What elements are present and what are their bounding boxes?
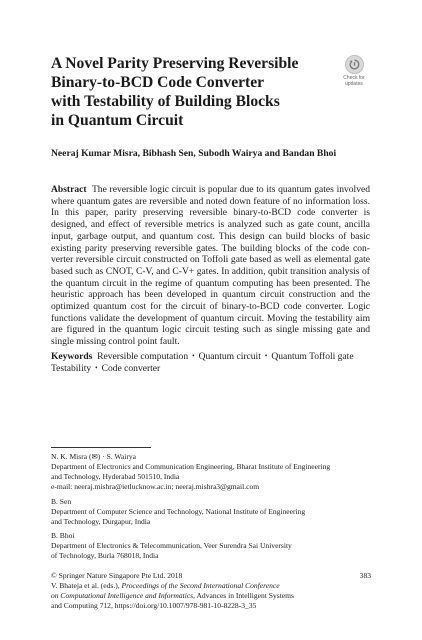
citation-line <box>51 581 351 591</box>
doi-link[interactable]: and Computing 712, https://doi.org/10.1007/978-981-10-8228-3_35 <box>51 600 257 610</box>
affiliation-line: and Technology, Hyderabad 501510, India <box>51 471 180 481</box>
check-for-updates-icon <box>345 55 364 74</box>
title-line: in Quantum Circuit <box>51 112 184 129</box>
title-line: A Novel Parity Preserving Reversible <box>51 55 299 72</box>
affiliation-block <box>51 497 371 527</box>
keyword-item: Reversible computation <box>97 351 189 362</box>
proceedings-title: Proceedings of the Second International Conference <box>121 580 280 590</box>
affiliation-line: B. Bhoi <box>51 531 75 540</box>
copyright-block <box>51 571 351 611</box>
affiliation-line: Department of Electronics & Telecommunication, Veer Surendra Sai University <box>51 540 292 550</box>
series-name: , Advances in Intelligent Systems <box>193 590 294 600</box>
author-list: Neeraj Kumar Misra, Bibhash Sen, Subodh Wairya and Bandan Bhoi <box>51 148 337 159</box>
keywords-label: Keywords <box>51 351 93 362</box>
keyword-item: Quantum circuit <box>198 351 261 362</box>
page-number: 383 <box>359 571 371 580</box>
abstract-label: Abstract <box>51 184 87 195</box>
citation-line <box>51 591 351 601</box>
keywords <box>51 351 370 374</box>
keyword-item: Code converter <box>101 362 161 374</box>
affiliation-block <box>51 452 371 492</box>
title-line: Binary-to-BCD Code Converter <box>51 74 265 91</box>
keyword-separator: • <box>264 352 268 360</box>
citation-editors: V. Bhateja et al. (eds.), <box>51 580 122 590</box>
check-for-updates-badge[interactable] <box>337 55 371 91</box>
affiliation-line: Department of Computer Science and Technology, National Institute of Engineering <box>51 506 306 516</box>
affiliation-email[interactable]: e-mail: neeraj.mishra@ietlucknow.ac.in; neeraj.mishra3@gmail.com <box>51 481 260 491</box>
copyright-line: © Springer Nature Singapore Pte Ltd. 2018 <box>51 571 183 580</box>
abstract <box>51 184 370 348</box>
affiliation-line: B. Sen <box>51 497 72 506</box>
badge-text-line2: updates <box>345 81 363 87</box>
footnote-divider <box>51 447 151 448</box>
keyword-separator: • <box>192 352 195 360</box>
badge-text-line1: Check for <box>343 75 365 81</box>
keyword-item: Quantum Toffoli gate <box>271 351 354 362</box>
paper-title <box>51 54 351 130</box>
affiliation-line: Department of Electronics and Communication Engineering, Bharat Institute of Engineering <box>51 461 331 471</box>
affiliation-line: of Technology, Burla 768018, India <box>51 550 159 560</box>
abstract-text: The reversible logic circuit is popular due to its quantum gates involved where quantum gates are reversible and noted down feature of no information loss. In this paper, parity preserving reversible binary-to-BCD code converter is designed, and effect of reversible metrics is analyzed such as gate count, ancilla input, garbage output, and quantum cost. This design can build blocks of basic existing parity preserving reversible gates. The building blocks of the code con-verter reversible circuit constructed on Toffoli gate based as well as elemental gate based such as CNOT, C-V, and C-V+ gates. In addition, qubit transition analysis of the quantum circuit in the regime of quantum computing has been presented. The heuristic approach has been developed in quantum circuit construction and the optimized quantum cost for the circuit of binary-to-BCD code converter. Logic functions validate the development of quantum circuit. Moving the testability aim are figured in the quantum logic circuit testing such as single missing gate and single missing control point fault. <box>51 184 370 348</box>
title-line: with Testability of Building Blocks <box>51 93 280 110</box>
affiliation-line: and Technology, Durgapur, India <box>51 516 151 526</box>
proceedings-title-cont: on Computational Intelligence and Informatics <box>51 590 194 600</box>
keyword-item: Testability <box>51 362 92 374</box>
keyword-separator: • <box>95 363 98 372</box>
affiliation-line: N. K. Misra (✉) · S. Wairya <box>51 452 137 461</box>
affiliation-block <box>51 531 371 561</box>
